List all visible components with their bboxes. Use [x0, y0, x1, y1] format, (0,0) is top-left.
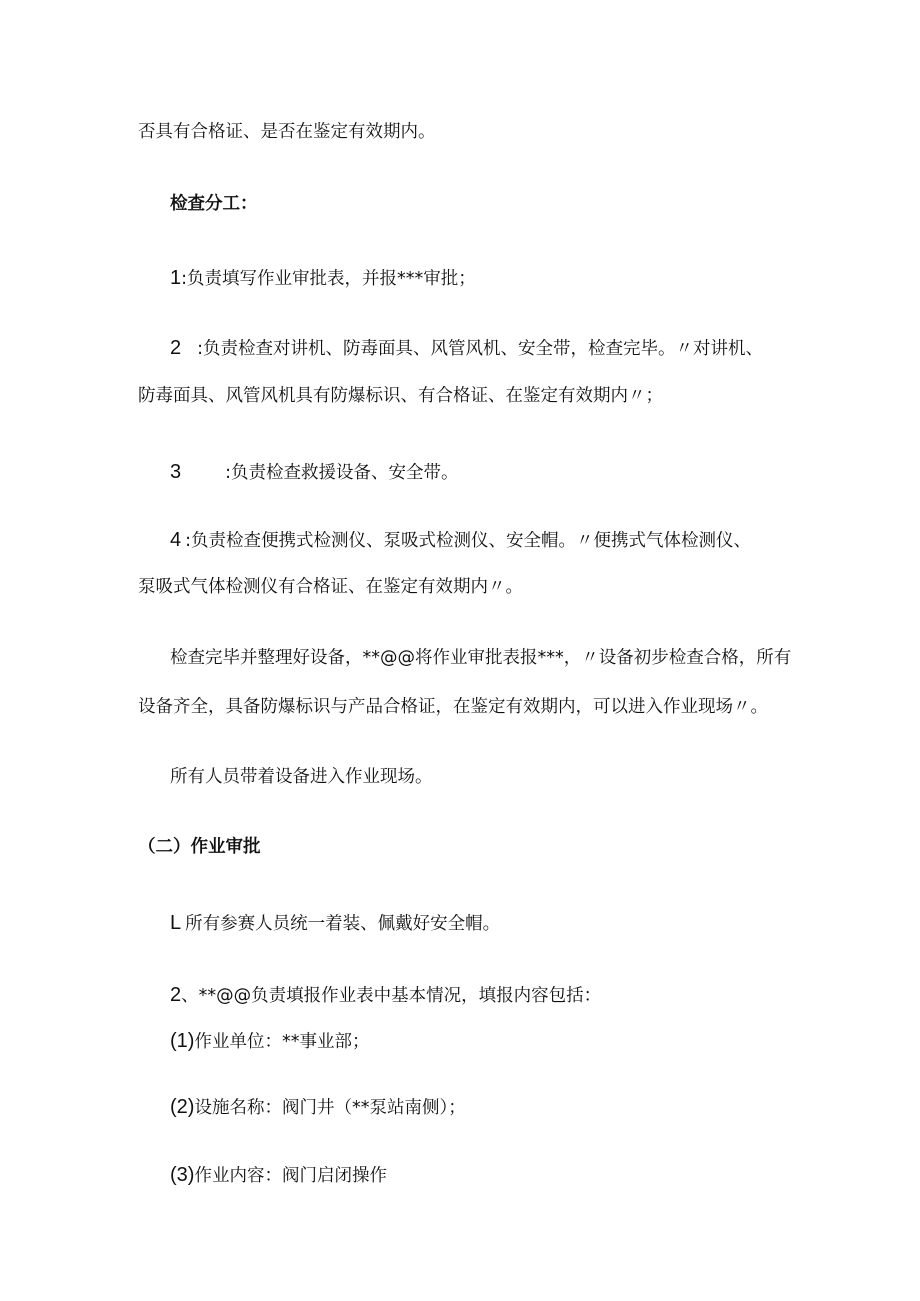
sub-item-3: (3)作业内容：阀门启闭操作 [170, 1164, 387, 1186]
list-item-3: 3 :负责检查救援设备、安全带。 [170, 461, 459, 483]
sub-item-1: (1)作业单位：**事业部； [170, 1030, 370, 1052]
list-item-2-continuation: 防毒面具、风管风机具有防爆标识、有合格证、在鉴定有效期内〃； [138, 386, 663, 406]
paragraph-inspection-complete-continuation: 设备齐全，具备防爆标识与产品合格证，在鉴定有效期内，可以进入作业现场〃。 [138, 697, 768, 717]
paragraph-continuation: 否具有合格证、是否在鉴定有效期内。 [138, 122, 436, 142]
step-number: L [170, 912, 182, 934]
paragraph-enter-site: 所有人员带着设备进入作业现场。 [170, 767, 433, 787]
list-item-4: 4 :负责检查便携式检测仪、泵吸式检测仪、安全帽。〃便携式气体检测仪、 [170, 529, 752, 551]
list-item-1: 1:负责填写作业审批表，并报***审批； [170, 267, 476, 289]
sub-item-number: (3) [170, 1164, 195, 1186]
list-item-4-continuation: 泵吸式气体检测仪有合格证、在鉴定有效期内〃。 [138, 577, 523, 597]
list-number: 4 [170, 529, 182, 551]
step-1: L 所有参赛人员统一着装、佩戴好安全帽。 [170, 912, 501, 934]
heading-inspection-division: 检查分工： [170, 194, 258, 214]
list-item-2: 2 :负责检查对讲机、防毒面具、风管风机、安全带，检查完毕。〃对讲机、 [170, 337, 764, 359]
sub-item-number: (1) [170, 1030, 195, 1052]
list-number: 2 [170, 337, 182, 359]
section-heading-work-approval: （二）作业审批 [138, 837, 261, 857]
sub-item-number: (2) [170, 1096, 195, 1118]
list-number: 3 [170, 461, 182, 483]
step-2: 2、**@@负责填报作业表中基本情况，填报内容包括： [170, 984, 602, 1006]
paragraph-inspection-complete: 检查完毕并整理好设备，**@@将作业审批表报***，〃设备初步检查合格，所有 [170, 648, 792, 668]
list-number: 1 [170, 267, 182, 289]
step-number: 2 [170, 984, 182, 1006]
sub-item-2: (2)设施名称：阀门井（**泵站南侧）； [170, 1096, 466, 1118]
